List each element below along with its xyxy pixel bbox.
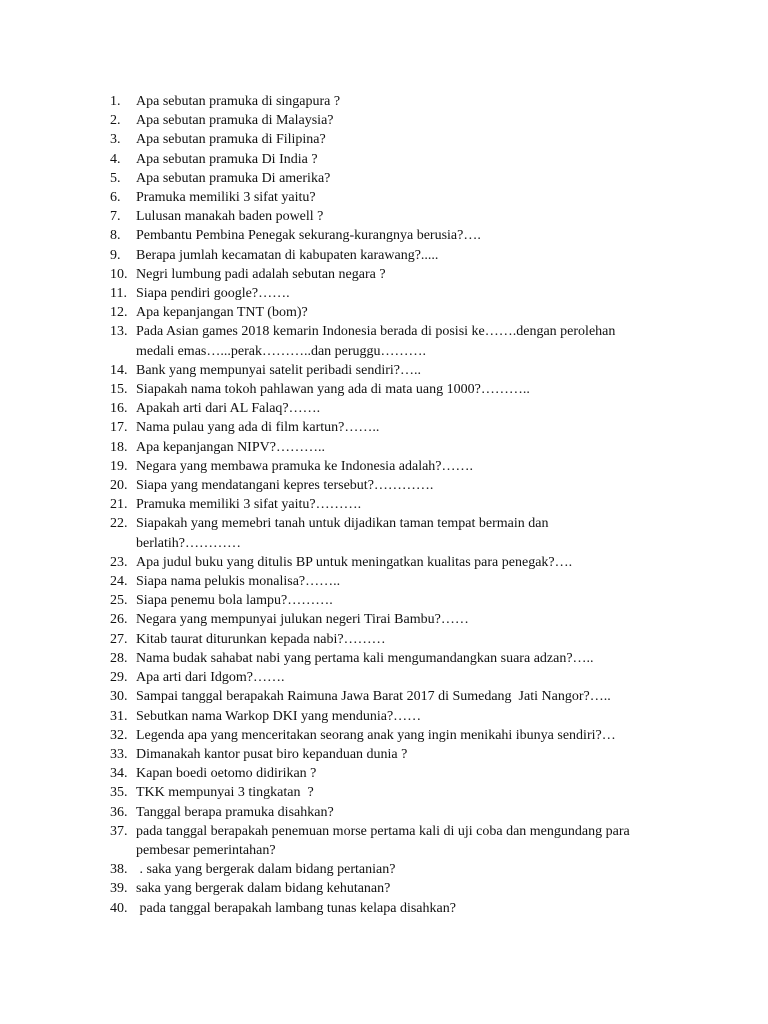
question-text: Apa arti dari Idgom?……. <box>136 670 285 686</box>
question-text: Apa judul buku yang ditulis BP untuk meningatkan kualitas para penegak?…. <box>136 554 573 570</box>
question-number: 19. <box>110 458 128 474</box>
question-item <box>110 111 710 130</box>
question-number: 22. <box>110 516 128 532</box>
question-text: TKK mempunyai 3 tingkatan ? <box>136 785 314 801</box>
question-item <box>110 207 710 226</box>
question-item <box>110 745 710 764</box>
question-number: 9. <box>110 247 121 263</box>
question-list <box>110 92 710 918</box>
question-number: 17. <box>110 420 128 436</box>
question-number: 12. <box>110 305 128 321</box>
question-number: 21. <box>110 497 128 513</box>
question-number: 10. <box>110 266 128 282</box>
question-item <box>110 879 710 898</box>
question-number: 27. <box>110 631 128 647</box>
question-item <box>110 649 710 668</box>
question-text: Sebutkan nama Warkop DKI yang mendunia?…… <box>136 708 422 724</box>
question-item <box>110 591 710 610</box>
question-text: Apa sebutan pramuka Di India ? <box>136 151 318 167</box>
question-text: Siapa penemu bola lampu?………. <box>136 593 333 609</box>
question-item <box>110 783 710 802</box>
question-text: Siapa yang mendatangani kepres tersebut?…………. <box>136 478 434 494</box>
question-number: 25. <box>110 593 128 609</box>
question-item <box>110 361 710 380</box>
question-number: 6. <box>110 190 121 206</box>
question-text: Negara yang membawa pramuka ke Indonesia adalah?……. <box>136 458 474 474</box>
question-text: Pada Asian games 2018 kemarin Indonesia berada di posisi ke…….dengan perolehan medali emas…...perak………..dan peruggu………. <box>136 324 616 359</box>
question-item <box>110 246 710 265</box>
question-number: 11. <box>110 286 127 302</box>
question-number: 34. <box>110 766 128 782</box>
question-text: Pramuka memiliki 3 sifat yaitu?………. <box>136 497 362 513</box>
question-number: 16. <box>110 401 128 417</box>
question-text: Nama budak sahabat nabi yang pertama kali mengumandangkan suara adzan?….. <box>136 650 594 666</box>
question-item <box>110 803 710 822</box>
question-item <box>110 630 710 649</box>
question-number: 2. <box>110 113 121 129</box>
question-item <box>110 457 710 476</box>
question-number: 40. <box>110 900 128 916</box>
question-text: Pramuka memiliki 3 sifat yaitu? <box>136 190 316 206</box>
question-item <box>110 380 710 399</box>
question-text: Dimanakah kantor pusat biro kepanduan dunia ? <box>136 746 408 762</box>
question-item <box>110 687 710 706</box>
question-text: pada tanggal berapakah penemuan morse pertama kali di uji coba dan mengundang para pembesar pemerintahan? <box>136 823 630 858</box>
question-text: pada tanggal berapakah lambang tunas kelapa disahkan? <box>136 900 456 916</box>
question-text: Siapakah nama tokoh pahlawan yang ada di mata uang 1000?……….. <box>136 382 530 398</box>
question-number: 30. <box>110 689 128 705</box>
question-number: 35. <box>110 785 128 801</box>
question-number: 39. <box>110 881 128 897</box>
question-number: 15. <box>110 382 128 398</box>
question-number: 18. <box>110 439 128 455</box>
question-item <box>110 438 710 457</box>
question-item <box>110 130 710 149</box>
question-item <box>110 572 710 591</box>
question-text: Bank yang mempunyai satelit peribadi sendiri?….. <box>136 362 421 378</box>
question-text: Sampai tanggal berapakah Raimuna Jawa Barat 2017 di Sumedang Jati Nangor?….. <box>136 689 611 705</box>
question-number: 5. <box>110 170 121 186</box>
question-item <box>110 399 710 418</box>
question-item <box>110 265 710 284</box>
question-number: 31. <box>110 708 128 724</box>
question-item <box>110 495 710 514</box>
question-item <box>110 514 710 552</box>
question-number: 32. <box>110 727 128 743</box>
question-number: 28. <box>110 650 128 666</box>
question-text: Lulusan manakah baden powell ? <box>136 209 324 225</box>
question-item <box>110 284 710 303</box>
question-number: 26. <box>110 612 128 628</box>
question-item <box>110 822 710 860</box>
question-item <box>110 322 710 360</box>
question-item <box>110 610 710 629</box>
question-text: Apa sebutan pramuka di Malaysia? <box>136 113 334 129</box>
question-text: Pembantu Pembina Penegak sekurang-kurangnya berusia?…. <box>136 228 481 244</box>
question-number: 3. <box>110 132 121 148</box>
question-item <box>110 92 710 111</box>
question-number: 37. <box>110 823 128 839</box>
question-text: Apa sebutan pramuka Di amerika? <box>136 170 331 186</box>
question-text: Legenda apa yang menceritakan seorang anak yang ingin menikahi ibunya sendiri?… <box>136 727 616 743</box>
question-number: 1. <box>110 94 121 109</box>
question-item <box>110 150 710 169</box>
question-item <box>110 764 710 783</box>
question-item <box>110 707 710 726</box>
question-item <box>110 668 710 687</box>
question-number: 4. <box>110 151 121 167</box>
question-number: 38. <box>110 862 128 878</box>
question-text: Apa sebutan pramuka di Filipina? <box>136 132 326 148</box>
question-item <box>110 860 710 879</box>
question-text: Siapa pendiri google?……. <box>136 286 290 302</box>
question-item <box>110 169 710 188</box>
question-text: Siapakah yang memebri tanah untuk dijadikan taman tempat bermain dan berlatih?………… <box>136 516 549 551</box>
question-text: Berapa jumlah kecamatan di kabupaten karawang?..... <box>136 247 439 263</box>
question-number: 29. <box>110 670 128 686</box>
question-text: Apa kepanjangan NIPV?……….. <box>136 439 325 455</box>
question-number: 33. <box>110 746 128 762</box>
question-text: Siapa nama pelukis monalisa?…….. <box>136 574 341 590</box>
question-text: Apa sebutan pramuka di singapura ? <box>136 94 341 109</box>
question-text: saka yang bergerak dalam bidang kehutanan? <box>136 881 391 897</box>
question-item <box>110 226 710 245</box>
question-item <box>110 418 710 437</box>
question-number: 7. <box>110 209 121 225</box>
question-number: 14. <box>110 362 128 378</box>
question-item <box>110 726 710 745</box>
question-number: 36. <box>110 804 128 820</box>
question-text: Negara yang mempunyai julukan negeri Tirai Bambu?…… <box>136 612 469 628</box>
question-number: 13. <box>110 324 128 340</box>
question-item <box>110 303 710 322</box>
question-item <box>110 899 710 918</box>
question-number: 8. <box>110 228 121 244</box>
question-item <box>110 553 710 572</box>
question-number: 24. <box>110 574 128 590</box>
question-item <box>110 188 710 207</box>
question-text: Apa kepanjangan TNT (bom)? <box>136 305 308 321</box>
question-text: Negri lumbung padi adalah sebutan negara ? <box>136 266 386 282</box>
question-text: Kitab taurat diturunkan kepada nabi?……… <box>136 631 386 647</box>
question-number: 23. <box>110 554 128 570</box>
question-number: 20. <box>110 478 128 494</box>
question-text: . saka yang bergerak dalam bidang pertanian? <box>136 862 396 878</box>
question-text: Kapan boedi oetomo didirikan ? <box>136 766 317 782</box>
question-text: Tanggal berapa pramuka disahkan? <box>136 804 334 820</box>
question-text: Apakah arti dari AL Falaq?……. <box>136 401 321 417</box>
question-text: Nama pulau yang ada di film kartun?…….. <box>136 420 380 436</box>
question-item <box>110 476 710 495</box>
